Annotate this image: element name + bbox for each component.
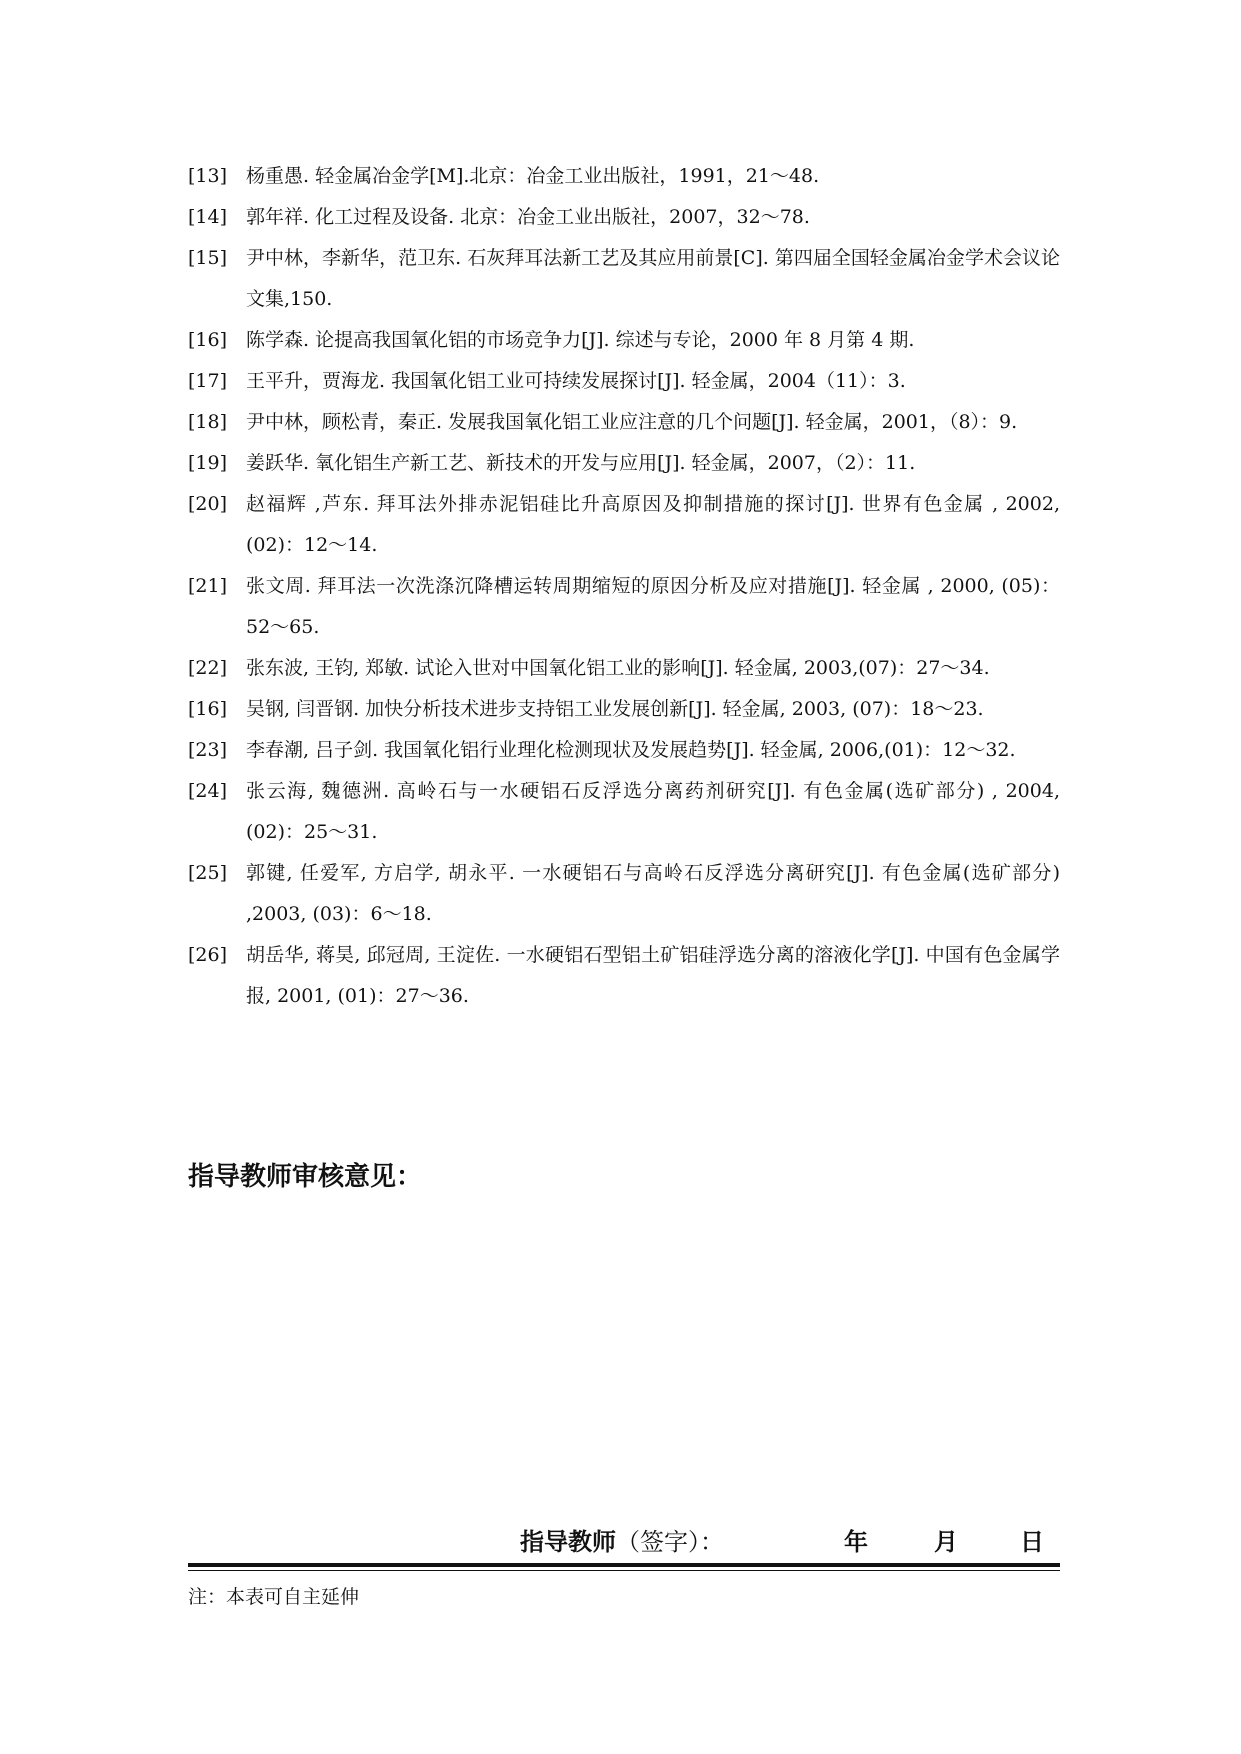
reference-number: [15] <box>188 247 228 269</box>
reference-item <box>188 730 1060 771</box>
advisor-review-heading: 指导教师审核意见： <box>188 1162 423 1192</box>
reference-text: 李春潮, 吕子剑. 我国氧化铝行业理化检测现状及发展趋势[J]. 轻金属, 2006,(01)：12～32. <box>246 739 1016 761</box>
reference-number: [13] <box>188 165 228 187</box>
reference-item <box>188 566 1060 648</box>
reference-text: 王平升，贾海龙. 我国氧化铝工业可持续发展探讨[J]. 轻金属，2004（11）：3. <box>246 370 906 392</box>
reference-number: [21] <box>188 575 228 597</box>
signature-day: 日 <box>1020 1528 1044 1556</box>
signature-hint: （签字）： <box>616 1528 724 1556</box>
signature-line <box>520 1522 1060 1556</box>
reference-item <box>188 771 1060 853</box>
divider-thick <box>188 1563 1060 1567</box>
reference-number: [18] <box>188 411 228 433</box>
reference-text: 赵福辉 ,芦东. 拜耳法外排赤泥铝硅比升高原因及抑制措施的探讨[J]. 世界有色金属 , 2002,(02)：12～14. <box>246 493 1060 556</box>
reference-item <box>188 689 1060 730</box>
reference-number: [19] <box>188 452 228 474</box>
reference-item <box>188 320 1060 361</box>
reference-number: [22] <box>188 657 228 679</box>
reference-number: [16] <box>188 329 228 351</box>
reference-number: [23] <box>188 739 228 761</box>
reference-item <box>188 156 1060 197</box>
reference-number: [26] <box>188 944 228 966</box>
reference-item <box>188 238 1060 320</box>
reference-number: [25] <box>188 862 228 884</box>
reference-item <box>188 402 1060 443</box>
reference-item <box>188 935 1060 1017</box>
reference-item <box>188 853 1060 935</box>
signature-year: 年 <box>844 1528 868 1556</box>
reference-number: [24] <box>188 780 228 802</box>
reference-text: 尹中林，顾松青，秦正. 发展我国氧化铝工业应注意的几个问题[J]. 轻金属，2001，（8）：9. <box>246 411 1018 433</box>
reference-text: 陈学森. 论提高我国氧化铝的市场竞争力[J]. 综述与专论，2000 年 8 月第 4 期. <box>246 329 915 351</box>
reference-text: 张云海, 魏德洲. 高岭石与一水硬铝石反浮选分离药剂研究[J]. 有色金属(选矿部分) , 2004, (02)：25～31. <box>246 780 1060 843</box>
reference-number: [14] <box>188 206 228 228</box>
reference-item <box>188 648 1060 689</box>
signature-label <box>520 1522 724 1557</box>
reference-item <box>188 484 1060 566</box>
reference-number: [16] <box>188 698 228 720</box>
reference-item <box>188 443 1060 484</box>
reference-item <box>188 197 1060 238</box>
reference-item <box>188 361 1060 402</box>
reference-text: 尹中林，李新华，范卫东. 石灰拜耳法新工艺及其应用前景[C]. 第四届全国轻金属冶金学术会议论文集,150. <box>246 247 1060 310</box>
reference-number: [20] <box>188 493 228 515</box>
reference-list <box>188 156 1060 1017</box>
reference-text: 张东波, 王钧, 郑敏. 试论入世对中国氧化铝工业的影响[J]. 轻金属, 2003,(07)：27～34. <box>246 657 990 679</box>
reference-text: 张文周. 拜耳法一次洗涤沉降槽运转周期缩短的原因分析及应对措施[J]. 轻金属 , 2000, (05)：52～65. <box>246 575 1060 638</box>
reference-text: 姜跃华. 氧化铝生产新工艺、新技术的开发与应用[J]. 轻金属，2007，（2）：11. <box>246 452 916 474</box>
reference-number: [17] <box>188 370 228 392</box>
divider-thin <box>188 1570 1060 1571</box>
reference-text: 吴钢, 闫晋钢. 加快分析技术进步支持铝工业发展创新[J]. 轻金属, 2003, (07)：18～23. <box>246 698 984 720</box>
reference-text: 胡岳华, 蒋昊, 邱冠周, 王淀佐. 一水硬铝石型铝土矿铝硅浮选分离的溶液化学[J]. 中国有色金属学报, 2001, (01)：27～36. <box>246 944 1060 1007</box>
signature-label-text: 指导教师 <box>520 1528 616 1556</box>
footnote: 注：本表可自主延伸 <box>188 1586 360 1608</box>
signature-month: 月 <box>934 1528 958 1556</box>
reference-text: 郭年祥. 化工过程及设备. 北京：冶金工业出版社，2007，32～78. <box>246 206 810 228</box>
reference-text: 郭键, 任爱军, 方启学, 胡永平. 一水硬铝石与高岭石反浮选分离研究[J]. 有色金属(选矿部分) ,2003, (03)：6～18. <box>246 862 1060 925</box>
reference-text: 杨重愚. 轻金属冶金学[M].北京：冶金工业出版社，1991，21～48. <box>246 165 820 187</box>
